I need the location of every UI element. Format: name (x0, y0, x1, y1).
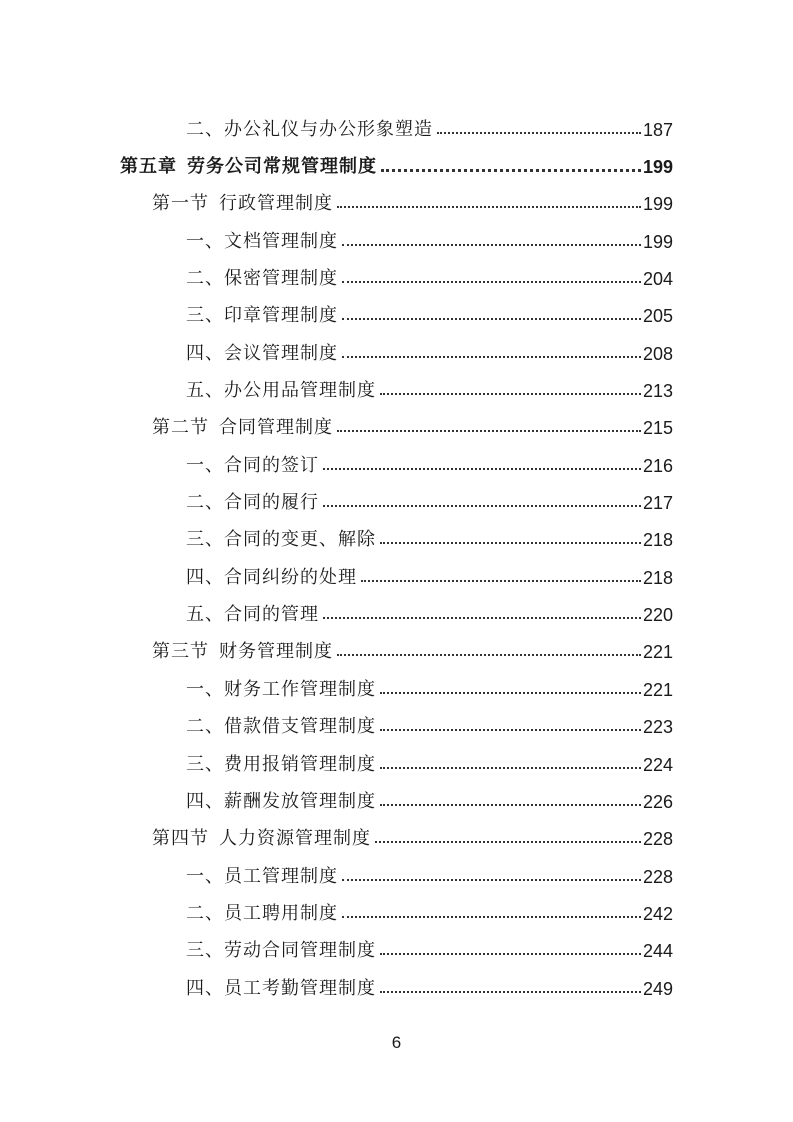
dot-leader (375, 841, 641, 843)
toc-entry-page: 217 (642, 493, 673, 514)
toc-entry-text: 财务管理制度 (219, 641, 333, 663)
toc-entry-prefix: 一、 (186, 678, 224, 700)
toc-entry-title (186, 753, 380, 775)
dot-leader (342, 318, 641, 320)
toc-entry-page: 223 (642, 717, 673, 738)
toc-subsection-entry[interactable] (0, 223, 673, 260)
toc-entry-text: 借款借支管理制度 (224, 716, 376, 738)
toc-entry-page: 249 (642, 978, 673, 999)
dot-leader (380, 542, 641, 544)
dot-leader (337, 654, 641, 656)
dot-leader (380, 692, 641, 694)
dot-leader (337, 430, 641, 432)
toc-entry-page: 208 (642, 343, 673, 364)
toc-entry-page: 244 (642, 941, 673, 962)
toc-entry-prefix: 四、 (186, 342, 224, 364)
dot-leader (342, 356, 641, 358)
toc-entry-text: 人力资源管理制度 (219, 828, 371, 850)
toc-entry-page: 215 (642, 418, 673, 439)
toc-entry-prefix: 四、 (186, 566, 224, 588)
toc-entry-text: 合同的签订 (224, 454, 319, 476)
toc-entry-page: 213 (642, 381, 673, 402)
dot-leader (380, 729, 641, 731)
toc-entry-prefix: 五、 (186, 380, 224, 402)
toc-entry-title (186, 494, 323, 512)
toc-entry-text: 行政管理制度 (219, 193, 333, 215)
toc-entry-title (152, 830, 375, 848)
toc-entry-text: 员工考勤管理制度 (224, 977, 376, 999)
dot-leader (342, 879, 641, 881)
toc-entry-title (186, 566, 361, 588)
dot-leader (361, 580, 641, 582)
dot-leader (323, 617, 641, 619)
toc-entry-prefix: 五、 (186, 604, 224, 626)
toc-entry-text: 办公礼仪与办公形象塑造 (224, 118, 433, 140)
toc-subsection-entry[interactable] (0, 970, 673, 1007)
toc-entry-title (186, 307, 342, 325)
toc-entry-prefix: 二、 (186, 492, 224, 514)
toc-entry-page: 187 (642, 119, 673, 140)
toc-entry-page: 218 (642, 567, 673, 588)
toc-entry-page: 220 (642, 605, 673, 626)
dot-leader (342, 244, 641, 246)
toc-entry-page: 226 (642, 791, 673, 812)
dot-leader (437, 132, 641, 134)
toc-entry-prefix: 一、 (186, 865, 224, 887)
toc-section-entry[interactable] (0, 634, 673, 671)
dot-leader (342, 916, 641, 918)
toc-entry-prefix: 四、 (186, 977, 224, 999)
toc-entry-prefix: 三、 (186, 529, 224, 551)
toc-entry-prefix: 二、 (186, 118, 224, 140)
toc-entry-text: 合同的履行 (224, 492, 319, 514)
toc-entry-page: 205 (642, 306, 673, 327)
toc-entry-text: 印章管理制度 (224, 305, 338, 327)
toc-subsection-entry[interactable] (0, 484, 673, 521)
toc-entry-page: 242 (642, 903, 673, 924)
toc-chapter-entry[interactable] (0, 148, 673, 185)
dot-leader (342, 281, 641, 283)
toc-entry-text: 合同的管理 (224, 604, 319, 626)
toc-subsection-entry[interactable] (0, 298, 673, 335)
dot-leader (323, 505, 641, 507)
toc-entry-text: 办公用品管理制度 (224, 380, 376, 402)
toc-entry-text: 财务工作管理制度 (224, 678, 376, 700)
toc-section-entry[interactable] (0, 821, 673, 858)
toc-entry-title (152, 419, 337, 437)
dot-leader (380, 767, 641, 769)
toc-entry-text: 保密管理制度 (224, 268, 338, 290)
toc-entry-page: 228 (642, 866, 673, 887)
toc-entry-prefix: 二、 (186, 268, 224, 290)
toc-entry-prefix: 第一节 (152, 193, 209, 215)
toc-entry-page: 199 (642, 194, 673, 215)
toc-entry-prefix: 第五章 (120, 156, 177, 178)
toc-entry-text: 会议管理制度 (224, 342, 338, 364)
toc-entry-prefix: 一、 (186, 454, 224, 476)
toc-entry-prefix: 第四节 (152, 828, 209, 850)
toc-entry-prefix: 四、 (186, 790, 224, 812)
toc-entry-page: 228 (642, 829, 673, 850)
toc-entry-title (186, 606, 323, 624)
dot-leader (323, 468, 641, 470)
toc-entry-text: 员工管理制度 (224, 865, 338, 887)
toc-entry-prefix: 三、 (186, 940, 224, 962)
toc-entry-text: 合同纠纷的处理 (224, 566, 357, 588)
toc-subsection-entry[interactable] (0, 335, 673, 372)
toc-entry-title (120, 158, 381, 176)
toc-section-entry[interactable] (0, 410, 673, 447)
toc-entry-text: 劳务公司常规管理制度 (187, 156, 377, 178)
toc-entry-text: 合同管理制度 (219, 417, 333, 439)
toc-entry-title (186, 270, 342, 288)
toc-entry-text: 合同的变更、解除 (224, 529, 376, 551)
toc-subsection-entry[interactable] (0, 933, 673, 970)
toc-subsection-entry[interactable] (0, 111, 673, 148)
toc-subsection-entry[interactable] (0, 522, 673, 559)
toc-subsection-entry[interactable] (0, 709, 673, 746)
toc-entry-title (186, 454, 323, 476)
toc-entry-page: 218 (642, 530, 673, 551)
toc-subsection-entry[interactable] (0, 783, 673, 820)
toc-entry-title (186, 902, 342, 924)
toc-subsection-entry[interactable] (0, 858, 673, 895)
dot-leader (380, 991, 641, 993)
toc-entry-prefix: 三、 (186, 753, 224, 775)
toc-entry-title (186, 865, 342, 887)
dot-leader (380, 393, 641, 395)
table-of-contents (0, 111, 793, 1007)
toc-entry-page: 204 (642, 269, 673, 290)
toc-entry-title (152, 643, 337, 661)
toc-section-entry[interactable] (0, 186, 673, 223)
dot-leader (380, 804, 641, 806)
toc-entry-text: 费用报销管理制度 (224, 753, 376, 775)
toc-subsection-entry[interactable] (0, 746, 673, 783)
toc-entry-title (186, 942, 380, 960)
toc-subsection-entry[interactable] (0, 260, 673, 297)
toc-entry-title (186, 118, 437, 140)
toc-entry-title (186, 230, 342, 252)
toc-entry-prefix: 第三节 (152, 641, 209, 663)
toc-subsection-entry[interactable] (0, 671, 673, 708)
toc-subsection-entry[interactable] (0, 596, 673, 633)
toc-entry-title (152, 195, 337, 213)
dot-leader (381, 169, 641, 172)
toc-entry-text: 文档管理制度 (224, 230, 338, 252)
toc-entry-title (186, 790, 380, 812)
toc-entry-text: 劳动合同管理制度 (224, 940, 376, 962)
toc-entry-page: 224 (642, 754, 673, 775)
toc-subsection-entry[interactable] (0, 447, 673, 484)
toc-entry-title (186, 342, 342, 364)
toc-entry-title (186, 382, 380, 400)
dot-leader (337, 206, 641, 208)
toc-entry-prefix: 一、 (186, 230, 224, 252)
toc-entry-page: 216 (642, 455, 673, 476)
toc-subsection-entry[interactable] (0, 895, 673, 932)
toc-entry-title (186, 977, 380, 999)
toc-entry-title (186, 718, 380, 736)
page-number: 6 (391, 1033, 402, 1052)
dot-leader (380, 953, 641, 955)
toc-entry-text: 员工聘用制度 (224, 902, 338, 924)
toc-entry-prefix: 三、 (186, 305, 224, 327)
toc-entry-page: 221 (642, 679, 673, 700)
toc-entry-page: 199 (642, 157, 673, 178)
toc-entry-prefix: 二、 (186, 902, 224, 924)
toc-entry-page: 199 (642, 231, 673, 252)
toc-entry-prefix: 第二节 (152, 417, 209, 439)
toc-entry-title (186, 531, 380, 549)
toc-entry-page: 221 (642, 642, 673, 663)
toc-subsection-entry[interactable] (0, 372, 673, 409)
toc-subsection-entry[interactable] (0, 559, 673, 596)
toc-entry-text: 薪酬发放管理制度 (224, 790, 376, 812)
toc-entry-title (186, 678, 380, 700)
toc-entry-prefix: 二、 (186, 716, 224, 738)
